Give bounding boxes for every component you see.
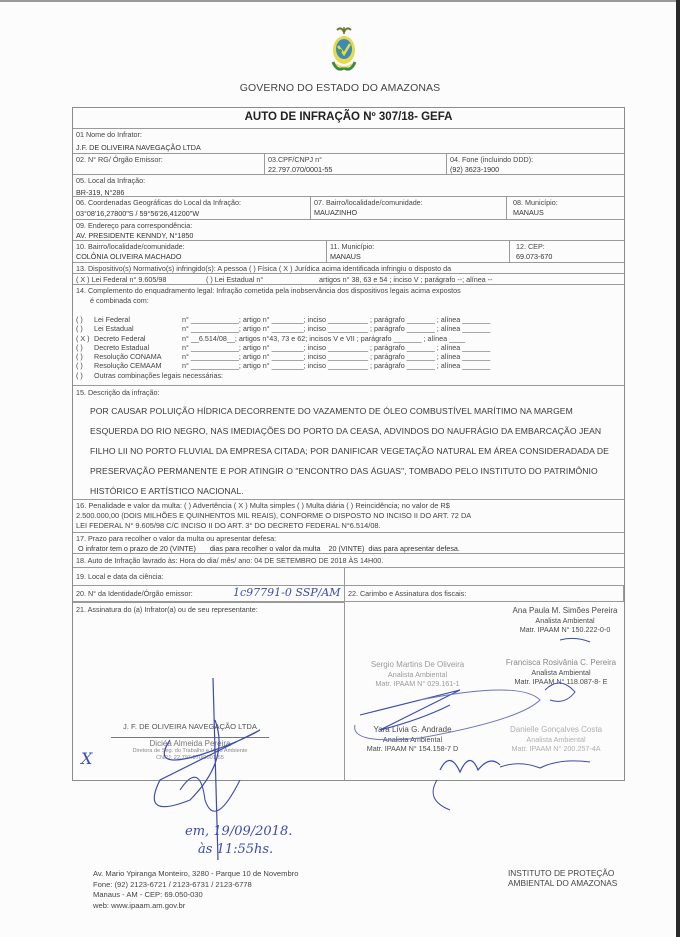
field-05-label: 05. Local da Infração: <box>76 176 146 185</box>
cep-value: 69.073-670 <box>516 251 553 261</box>
field-03-label: 03.CPF/CNPJ n° <box>268 155 323 164</box>
combo-row-conama: ( ) Resolução CONAMA n° ____________; artigo n° ________; inciso __________ ; parágrafo _______ ; alínea _______ <box>76 352 491 362</box>
company-document: CNPJ: 22.797.070/0001-55 <box>156 755 224 761</box>
mailing-neighborhood-value: COLÔNIA OLIVEIRA MACHADO <box>76 251 182 261</box>
field-10-label: 10. Bairro/localidade/comunidade: <box>76 242 185 251</box>
articles-value: artigos n° 38, 63 e 54 ; inciso V ; parágrafo --; alínea -- <box>319 275 493 284</box>
combo-row-outras: ( ) Outras combinações legais necessárias: <box>76 370 224 380</box>
handwritten-x-mark: X <box>81 749 93 768</box>
handwritten-date: em, 19/09/2018. <box>185 824 293 839</box>
location-value: BR-319, N°286 <box>76 187 125 197</box>
field-02-label: 02. N° RG/ Órgão Emissor: <box>76 155 163 164</box>
field-17-label: 17. Prazo para recolher o valor da multa ou apresentar defesa: <box>76 534 277 543</box>
field-13-line1: 13. Dispositivo(s) Normativo(s) infringido(s): A pessoa ( ) Física ( X ) Jurídica acima identificada infringiu o disposto da <box>76 264 452 273</box>
field-19-label: 19. Local e data da ciência: <box>76 572 164 581</box>
field-08-label: 08. Município: <box>513 198 558 207</box>
footer-phone: Fone: (92) 2123-6721 / 2123-6731 / 2123-6778 <box>93 879 252 889</box>
footer-web: web: www.ipaam.am.gov.br <box>93 900 186 910</box>
combo-row-decreto-federal: ( X ) Decreto Federal n° __6.514/08__; artigos n°43, 73 e 62; incisos V e VII ; parágrafo _______ ; alínea ____ <box>76 333 466 343</box>
representative-name: Diciéa Almeida Pereira <box>149 738 231 748</box>
field-22-label: 22. Carimbo e Assinatura dos fiscais: <box>348 589 467 598</box>
field-11-label: 11. Município: <box>330 242 375 251</box>
form-title: AUTO DE INFRAÇÃO Nº 307/18- GEFA <box>73 108 624 129</box>
penalty-line1: 16. Penalidade e valor da multa: ( ) Advertência ( X ) Multa simples ( ) Multa diária ( ) Reincidência; no valor de R$ <box>76 501 450 510</box>
inspector-stamp-4: Yara Lívia G. Andrade Analista Ambiental Matr. IPAAM N° 154.158-7 D <box>366 725 459 753</box>
field-15-label: 15. Descrição da infração: <box>76 388 160 397</box>
mailing-address-value: AV. PRESIDENTE KENNDY, N°1850 <box>76 230 194 240</box>
cnpj-value: 22.797.070/0001-55 <box>268 164 333 174</box>
field-07-label: 07. Bairro/localidade/comunidade: <box>314 198 423 207</box>
state-law-checkbox: ( ) Lei Estadual n° <box>206 275 264 284</box>
field-06-label: 06. Coordenadas Geográficas do Local da Infração: <box>76 198 242 207</box>
field-09-label: 09. Endereço para correspondência: <box>76 221 193 230</box>
handwritten-id-number: 1c97791-0 SSP/AM <box>233 586 341 599</box>
handwritten-time: às 11:55hs. <box>198 842 274 857</box>
inspector-stamp-2: Francisca Rosivânia C. Pereira Analista Ambiental Matr. IPAAM N° 118.087-8- E <box>505 658 617 686</box>
phone-value: (92) 3623-1900 <box>450 164 500 174</box>
municipality-value: MANAUS <box>513 207 544 217</box>
government-title: GOVERNO DO ESTADO DO AMAZONAS <box>239 82 441 94</box>
field-01-label: 01 Nome do Infrator: <box>76 130 142 139</box>
deadline-text: O infrator tem o prazo de 20 (VINTE) dias para recolher o valor da multa 20 (VINTE) dias para apresentar defesa. <box>78 543 460 553</box>
field-21-label: 21. Assinatura do (a) Infrator(a) ou de seu representante: <box>76 605 258 614</box>
inspector-stamp-1: Ana Paula M. Simões Pereira Analista Ambiental Matr. IPAAM N° 150.222-0-0 <box>512 606 618 634</box>
company-name: J. F. DE OLIVEIRA NAVEGAÇÃO LTDA <box>123 722 257 731</box>
field-20-label: 20. N° da Identidade/Órgão emissor: <box>76 589 193 598</box>
footer-institute: INSTITUTO DE PROTEÇÃO AMBIENTAL DO AMAZONAS <box>508 868 618 889</box>
federal-law-checkbox: ( X ) Lei Federal n° 9.605/98 <box>76 275 167 284</box>
infraction-description: POR CAUSAR POLUIÇÃO HÍDRICA DECORRENTE DO VAZAMENTO DE ÓLEO COMBUSTÍVEL MARÍTIMO NA MARGEM ESQUERDA DO RIO NEGRO, NAS IMEDIAÇÕES DO PORTO DA CEASA, ADVINDOS DO NAUFRÁGIO DA EMBARCAÇÃO JEAN FILHO LII NO PORTO FLUVIAL DA EMPRESA CITADA; POR DANIFICAR VEGETAÇÃO NATURAL EM ÁREA CONSIDERADADA DE PRESERVAÇÃO PERMANENTE E POR ATINGIR O "ENCONTRO DAS ÁGUAS", TOMBADO PELO INSTITUTO DO PATRIMÔNIO HISTÓRICO E ARTÍSTICO NACIONAL. <box>90 405 609 496</box>
issued-at-text: 18. Auto de Infração lavrado às: Hora do dia/ mês/ ano: 04 DE SETEMBRO DE 2018 ÀS 14H00. <box>76 556 384 565</box>
field-14-label-cont: é combinada com: <box>90 295 149 305</box>
field-12-label: 12. CEP: <box>516 242 545 251</box>
field-04-label: 04. Fone (incluindo DDD): <box>450 155 534 164</box>
field-14-label: 14. Complemento do enquadramento legal: Infração cometida pela inobservância dos dispositivos legais acima expostos <box>76 286 461 295</box>
representative-role: Diretora de Seg. do Trabalho e Meio Ambiente <box>132 748 248 754</box>
penalty-line3: LEI FEDERAL N° 9.605/98 C/C INCISO II DO ART. 3° DO DECRETO FEDERAL N°6.514/08. <box>76 521 381 530</box>
inspector-stamp-5: Danielle Gonçalves Costa Analista Ambiental Matr. IPAAM N° 200.257-4A <box>509 725 603 753</box>
footer-address-block <box>93 869 298 911</box>
combo-row-lei-estadual: ( ) Lei Estadual n° ____________; artigo n° ________; inciso __________ ; parágrafo _______ ; alínea _______ <box>76 324 491 334</box>
inspector-stamp-3: Sergio Martins De Oliveira Analista Ambiental Matr. IPAAM N° 029.161-1 <box>370 660 465 688</box>
combo-row-decreto-estadual: ( ) Decreto Estadual n° ____________; artigo n° ________; inciso __________ ; parágrafo _______ ; alínea _______ <box>76 342 491 352</box>
combo-row-lei-federal: ( ) Lei Federal n° ____________; artigo n° ________; inciso __________ ; parágrafo _______ ; alínea _______ <box>76 315 491 324</box>
penalty-line2: 2.500.000,00 (DOIS MILHÕES E QUINHENTOS MIL REAIS), CONFORME O DISPOSTO NO INCISO II DO ART. 72 DA <box>76 511 472 520</box>
footer-address: Av. Mario Ypiranga Monteiro, 3280 - Parque 10 de Novembro <box>93 869 299 878</box>
neighborhood-value: MAUAZINHO <box>314 207 358 217</box>
mailing-municipality-value: MANAUS <box>330 251 361 261</box>
footer-city: Manaus - AM - CEP: 69.050-030 <box>93 890 203 900</box>
infractor-name: J.F. DE OLIVEIRA NAVEGAÇÃO LTDA <box>76 142 201 152</box>
coordinates-value: 03°08'16,27800"S / 59°56'26,41200"W <box>76 208 200 218</box>
combo-row-cemaam: ( ) Resolução CEMAAM n° ____________; artigo n° ________; inciso __________ ; parágrafo _______ ; alínea _______ <box>76 361 491 371</box>
